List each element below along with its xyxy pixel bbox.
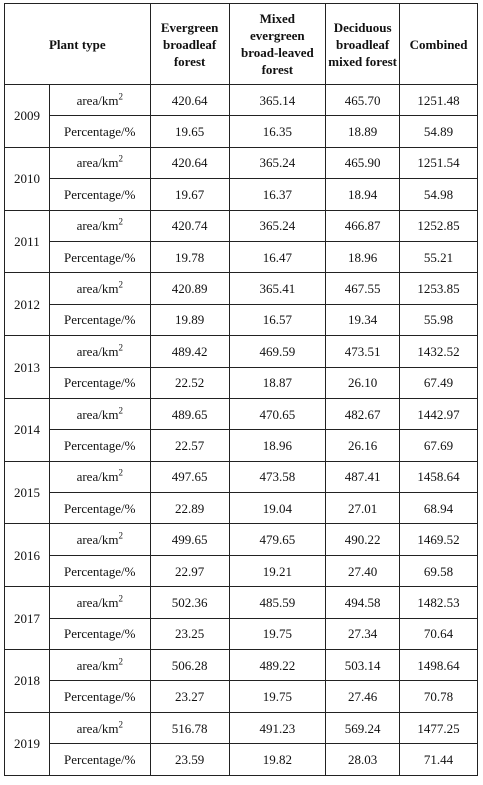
percentage-value-cell: 19.75 bbox=[229, 618, 326, 649]
area-label-superscript: 2 bbox=[118, 719, 123, 730]
area-label: area/km bbox=[76, 720, 119, 736]
percentage-value-cell: 68.94 bbox=[400, 493, 478, 524]
percentage-value-cell: 55.98 bbox=[400, 304, 478, 335]
area-label: area/km bbox=[76, 155, 119, 171]
percentage-label-cell: Percentage/% bbox=[49, 555, 150, 586]
table-row-percentage bbox=[5, 555, 478, 586]
year-cell: 2013 bbox=[5, 336, 50, 399]
table-row-area bbox=[5, 273, 478, 304]
area-value-cell: 473.51 bbox=[326, 336, 400, 367]
table-row-percentage bbox=[5, 493, 478, 524]
table-row-area bbox=[5, 336, 478, 367]
percentage-value-cell: 54.89 bbox=[400, 116, 478, 147]
table-row-area bbox=[5, 587, 478, 618]
percentage-value-cell: 16.37 bbox=[229, 179, 326, 210]
percentage-value-cell: 70.64 bbox=[400, 618, 478, 649]
percentage-value-cell: 27.46 bbox=[326, 681, 400, 712]
header-row bbox=[5, 4, 478, 85]
area-label-superscript: 2 bbox=[118, 216, 123, 227]
percentage-value-cell: 22.89 bbox=[150, 493, 229, 524]
table-row-area bbox=[5, 147, 478, 178]
percentage-value-cell: 28.03 bbox=[326, 744, 400, 775]
table-row-area bbox=[5, 650, 478, 681]
area-value-cell: 420.74 bbox=[150, 210, 229, 241]
percentage-value-cell: 19.34 bbox=[326, 304, 400, 335]
percentage-value-cell: 69.58 bbox=[400, 555, 478, 586]
area-label-cell bbox=[49, 650, 150, 681]
percentage-label-cell: Percentage/% bbox=[49, 304, 150, 335]
area-label-superscript: 2 bbox=[118, 91, 123, 102]
percentage-value-cell: 19.04 bbox=[229, 493, 326, 524]
year-cell: 2015 bbox=[5, 461, 50, 524]
area-value-cell: 1253.85 bbox=[400, 273, 478, 304]
percentage-value-cell: 26.16 bbox=[326, 430, 400, 461]
area-label-superscript: 2 bbox=[118, 530, 123, 541]
area-label: area/km bbox=[76, 281, 119, 297]
percentage-label-cell: Percentage/% bbox=[49, 681, 150, 712]
table-row-percentage bbox=[5, 430, 478, 461]
table-row-percentage bbox=[5, 241, 478, 272]
area-value-cell: 365.14 bbox=[229, 85, 326, 116]
percentage-value-cell: 19.78 bbox=[150, 241, 229, 272]
percentage-label-cell: Percentage/% bbox=[49, 430, 150, 461]
area-label-superscript: 2 bbox=[118, 342, 123, 353]
area-value-cell: 465.90 bbox=[326, 147, 400, 178]
percentage-value-cell: 71.44 bbox=[400, 744, 478, 775]
area-value-cell: 469.59 bbox=[229, 336, 326, 367]
area-value-cell: 489.42 bbox=[150, 336, 229, 367]
percentage-value-cell: 19.21 bbox=[229, 555, 326, 586]
year-cell: 2009 bbox=[5, 85, 50, 148]
percentage-label-cell: Percentage/% bbox=[49, 179, 150, 210]
area-value-cell: 420.64 bbox=[150, 147, 229, 178]
area-value-cell: 1458.64 bbox=[400, 461, 478, 492]
table-row-area bbox=[5, 85, 478, 116]
area-label-cell bbox=[49, 461, 150, 492]
year-cell: 2011 bbox=[5, 210, 50, 273]
table-row-area bbox=[5, 461, 478, 492]
area-value-cell: 516.78 bbox=[150, 712, 229, 743]
area-label-superscript: 2 bbox=[118, 279, 123, 290]
percentage-value-cell: 18.96 bbox=[326, 241, 400, 272]
percentage-value-cell: 19.75 bbox=[229, 681, 326, 712]
area-value-cell: 490.22 bbox=[326, 524, 400, 555]
area-value-cell: 503.14 bbox=[326, 650, 400, 681]
table-row-area bbox=[5, 398, 478, 429]
area-label: area/km bbox=[76, 218, 119, 234]
percentage-value-cell: 18.89 bbox=[326, 116, 400, 147]
percentage-value-cell: 16.57 bbox=[229, 304, 326, 335]
table-row-percentage bbox=[5, 179, 478, 210]
header-evergreen: Evergreen broadleaf forest bbox=[150, 4, 229, 85]
percentage-label-cell: Percentage/% bbox=[49, 367, 150, 398]
table-row-area bbox=[5, 524, 478, 555]
area-value-cell: 569.24 bbox=[326, 712, 400, 743]
area-label: area/km bbox=[76, 406, 119, 422]
area-value-cell: 365.41 bbox=[229, 273, 326, 304]
percentage-value-cell: 18.96 bbox=[229, 430, 326, 461]
area-value-cell: 489.22 bbox=[229, 650, 326, 681]
percentage-value-cell: 18.94 bbox=[326, 179, 400, 210]
area-label-superscript: 2 bbox=[118, 593, 123, 604]
percentage-value-cell: 27.40 bbox=[326, 555, 400, 586]
area-label: area/km bbox=[76, 657, 119, 673]
percentage-value-cell: 23.59 bbox=[150, 744, 229, 775]
year-cell: 2019 bbox=[5, 712, 50, 775]
forest-area-table bbox=[4, 3, 478, 776]
area-value-cell: 1498.64 bbox=[400, 650, 478, 681]
percentage-value-cell: 27.34 bbox=[326, 618, 400, 649]
percentage-value-cell: 54.98 bbox=[400, 179, 478, 210]
area-label-cell bbox=[49, 85, 150, 116]
percentage-value-cell: 27.01 bbox=[326, 493, 400, 524]
percentage-label-cell: Percentage/% bbox=[49, 744, 150, 775]
area-value-cell: 1482.53 bbox=[400, 587, 478, 618]
area-label-cell bbox=[49, 524, 150, 555]
header-combined: Combined bbox=[400, 4, 478, 85]
area-value-cell: 470.65 bbox=[229, 398, 326, 429]
area-label-cell bbox=[49, 210, 150, 241]
area-value-cell: 1442.97 bbox=[400, 398, 478, 429]
area-value-cell: 466.87 bbox=[326, 210, 400, 241]
year-cell: 2014 bbox=[5, 398, 50, 461]
area-value-cell: 1252.85 bbox=[400, 210, 478, 241]
area-value-cell: 465.70 bbox=[326, 85, 400, 116]
percentage-label-cell: Percentage/% bbox=[49, 618, 150, 649]
area-value-cell: 1477.25 bbox=[400, 712, 478, 743]
area-label-superscript: 2 bbox=[118, 405, 123, 416]
area-value-cell: 491.23 bbox=[229, 712, 326, 743]
table-row-area bbox=[5, 210, 478, 241]
area-label-cell bbox=[49, 587, 150, 618]
percentage-value-cell: 19.89 bbox=[150, 304, 229, 335]
area-value-cell: 497.65 bbox=[150, 461, 229, 492]
area-value-cell: 365.24 bbox=[229, 210, 326, 241]
area-value-cell: 502.36 bbox=[150, 587, 229, 618]
percentage-value-cell: 22.97 bbox=[150, 555, 229, 586]
percentage-value-cell: 26.10 bbox=[326, 367, 400, 398]
area-value-cell: 420.64 bbox=[150, 85, 229, 116]
table-row-area bbox=[5, 712, 478, 743]
percentage-value-cell: 16.47 bbox=[229, 241, 326, 272]
year-cell: 2012 bbox=[5, 273, 50, 336]
area-value-cell: 467.55 bbox=[326, 273, 400, 304]
area-label-cell bbox=[49, 398, 150, 429]
area-label-cell bbox=[49, 712, 150, 743]
area-value-cell: 1432.52 bbox=[400, 336, 478, 367]
area-label: area/km bbox=[76, 532, 119, 548]
area-value-cell: 506.28 bbox=[150, 650, 229, 681]
area-value-cell: 420.89 bbox=[150, 273, 229, 304]
percentage-value-cell: 18.87 bbox=[229, 367, 326, 398]
area-value-cell: 485.59 bbox=[229, 587, 326, 618]
year-cell: 2017 bbox=[5, 587, 50, 650]
area-value-cell: 1251.48 bbox=[400, 85, 478, 116]
area-value-cell: 479.65 bbox=[229, 524, 326, 555]
area-label-superscript: 2 bbox=[118, 468, 123, 479]
percentage-value-cell: 19.67 bbox=[150, 179, 229, 210]
percentage-value-cell: 19.82 bbox=[229, 744, 326, 775]
area-value-cell: 494.58 bbox=[326, 587, 400, 618]
area-value-cell: 482.67 bbox=[326, 398, 400, 429]
area-label-cell bbox=[49, 147, 150, 178]
percentage-value-cell: 23.27 bbox=[150, 681, 229, 712]
percentage-value-cell: 23.25 bbox=[150, 618, 229, 649]
table-row-percentage bbox=[5, 681, 478, 712]
area-label: area/km bbox=[76, 343, 119, 359]
area-value-cell: 365.24 bbox=[229, 147, 326, 178]
table-row-percentage bbox=[5, 116, 478, 147]
header-plant-type: Plant type bbox=[5, 4, 151, 85]
area-label-cell bbox=[49, 273, 150, 304]
year-cell: 2016 bbox=[5, 524, 50, 587]
percentage-value-cell: 22.57 bbox=[150, 430, 229, 461]
percentage-label-cell: Percentage/% bbox=[49, 493, 150, 524]
percentage-value-cell: 19.65 bbox=[150, 116, 229, 147]
area-value-cell: 487.41 bbox=[326, 461, 400, 492]
area-value-cell: 1469.52 bbox=[400, 524, 478, 555]
area-label: area/km bbox=[76, 92, 119, 108]
header-mixed: Mixed evergreen broad-leaved forest bbox=[229, 4, 326, 85]
percentage-value-cell: 67.49 bbox=[400, 367, 478, 398]
percentage-value-cell: 22.52 bbox=[150, 367, 229, 398]
area-label-superscript: 2 bbox=[118, 154, 123, 165]
percentage-value-cell: 55.21 bbox=[400, 241, 478, 272]
percentage-value-cell: 16.35 bbox=[229, 116, 326, 147]
table-row-percentage bbox=[5, 744, 478, 775]
percentage-value-cell: 67.69 bbox=[400, 430, 478, 461]
table-row-percentage bbox=[5, 367, 478, 398]
table-row-percentage bbox=[5, 304, 478, 335]
percentage-value-cell: 70.78 bbox=[400, 681, 478, 712]
area-value-cell: 1251.54 bbox=[400, 147, 478, 178]
area-value-cell: 499.65 bbox=[150, 524, 229, 555]
year-cell: 2018 bbox=[5, 650, 50, 713]
table-row-percentage bbox=[5, 618, 478, 649]
percentage-label-cell: Percentage/% bbox=[49, 116, 150, 147]
area-label-cell bbox=[49, 336, 150, 367]
year-cell: 2010 bbox=[5, 147, 50, 210]
area-label: area/km bbox=[76, 594, 119, 610]
area-label: area/km bbox=[76, 469, 119, 485]
percentage-label-cell: Percentage/% bbox=[49, 241, 150, 272]
area-label-superscript: 2 bbox=[118, 656, 123, 667]
header-deciduous: Deciduous broadleaf mixed forest bbox=[326, 4, 400, 85]
area-value-cell: 489.65 bbox=[150, 398, 229, 429]
area-value-cell: 473.58 bbox=[229, 461, 326, 492]
